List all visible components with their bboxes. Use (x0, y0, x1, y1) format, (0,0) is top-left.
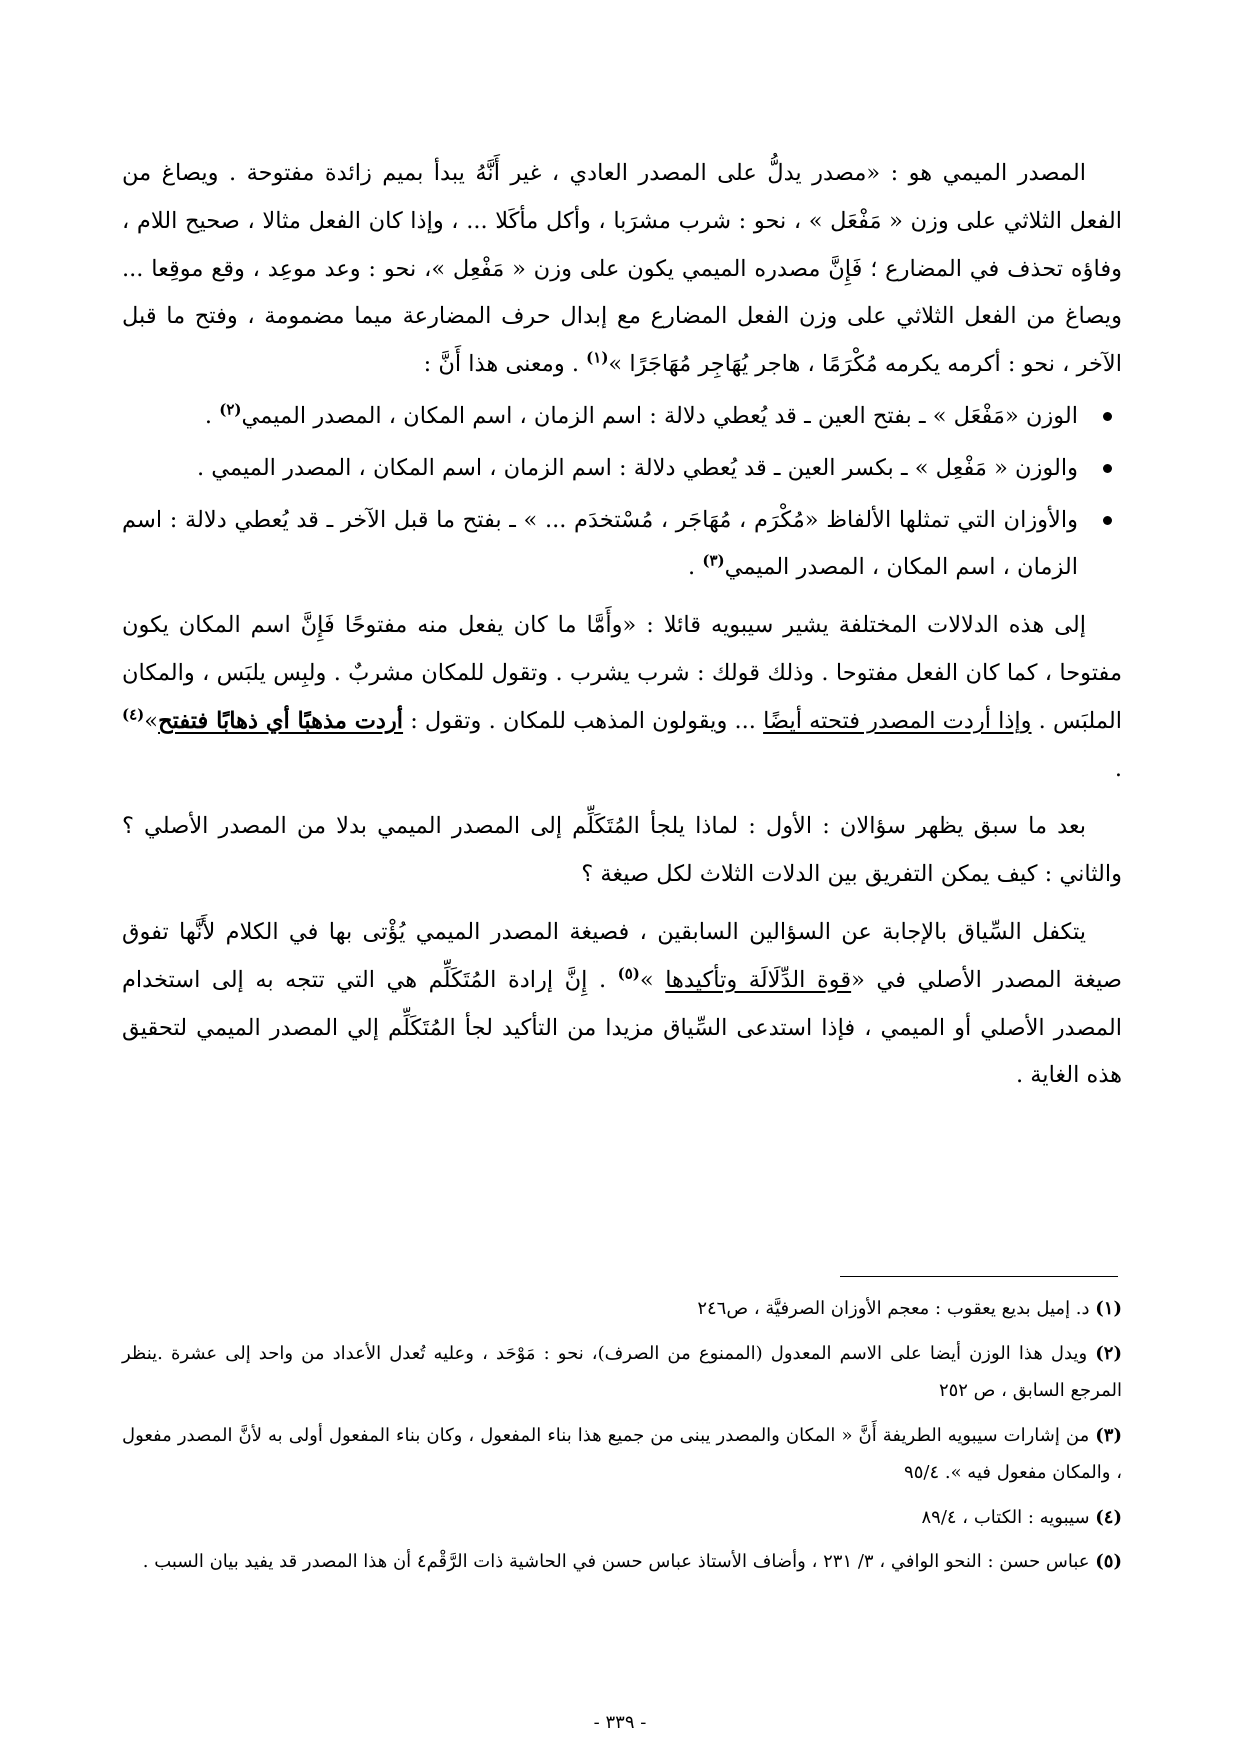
paragraph-definition (122, 150, 1122, 389)
paragraph-questions-text: بعد ما سبق يظهر سؤالان : الأول : لماذا يلجأ المُتَكَلِّم إلى المصدر الميمي بدلا من المصدر الأصلي ؟ والثاني : كيف يمكن التفريق بين الدلات الثلاث لكل صيغة ؟ (122, 813, 1122, 888)
page-number: - ٣٣٩ - (593, 1712, 647, 1733)
footnote-separator (840, 1276, 1118, 1277)
footnote-ref-5[interactable]: (٥) (617, 964, 640, 983)
closing-quote-mark: » (144, 707, 159, 734)
paragraph-sibawayh-tail: . (1114, 755, 1122, 782)
list-item-tail: . (204, 402, 220, 429)
paragraph-sibawayh-text: إلى هذه الدلالات المختلفة يشير سيبويه قائلا : «وأَمَّا ما كان يفعل منه مفتوحًا فَإِنَّ اسم المكان يكون مفتوحا ، كما كان الفعل مفتوحا . وذلك قولك : شرب يشرب . وتقول للمكان مشربٌ . ولبِس يلبَس ، والمكان الملبَس . (122, 612, 1122, 734)
list-item-text: الوزن «مَفْعَل » ـ بفتح العين ـ قد يُعطي دلالة : اسم الزمان ، اسم المكان ، المصدر الميمي (241, 402, 1078, 429)
underlined-phrase: قوة الدِّلَالَة وتأكيدها (665, 966, 852, 993)
underlined-quote: وإذا أردت المصدر فتحته أيضًا (763, 707, 1032, 734)
footnote-ref-4[interactable]: (٤) (122, 705, 145, 724)
paragraph-sibawayh (122, 602, 1122, 793)
paragraph-questions (122, 803, 1122, 899)
list-item-text: والأوزان التي تمثلها الألفاظ «مُكْرَم ، مُهَاجَر ، مُسْتخدَم ... » ـ بفتح ما قبل الآخر ـ قد يُعطي دلالة : اسم الزمان ، اسم المكان ، المصدر الميمي (122, 506, 1078, 581)
footnote-text: د. إميل بديع يعقوب : معجم الأوزان الصرفيَّة ، ص٢٤٦ (697, 1298, 1096, 1319)
list-item (122, 393, 1078, 441)
footnote-number: (١) (1095, 1298, 1122, 1319)
footnote-number: (٣) (1095, 1424, 1122, 1446)
footnote-text: من إشارات سيبويه الطريفة أَنَّ « المكان والمصدر يبنى من جميع هذا بناء المفعول ، وكان بناء المفعول أولى به لأنَّ المصدر مفعول ، والمكان مفعول فيه ». ٩٥/٤ (122, 1424, 1122, 1483)
list-item-text: والوزن « مَفْعِل » ـ بكسر العين ـ قد يُعطي دلالة : اسم الزمان ، اسم المكان ، المصدر الميمي . (196, 454, 1078, 481)
footnote-number: (٥) (1095, 1551, 1122, 1572)
paragraph-context-text: يتكفل السِّياق بالإجابة عن السؤالين السابقين ، فصيغة المصدر الميمي يُؤْتى بها في الكلام لأَنَّها تفوق صيغة المصدر الأصلي في « (122, 918, 1122, 993)
paragraph-definition-tail: . ومعنى هذا أَنَّ : (423, 351, 587, 378)
list-item-tail: . (688, 554, 703, 581)
paragraph-sibawayh-text-2: ... ويقولون المذهب للمكان . وتقول : (403, 707, 764, 734)
paragraph-context-tail: . إِنَّ إرادة المُتَكَلِّم هي التي تتجه به إلى استخدام المصدر الأصلي أو الميمي ، فإذا استدعى السِّياق مزيدا من التأكيد لجأ المُتَكَلِّم إلي المصدر الميمي لتحقيق هذه الغاية . (122, 966, 1122, 1089)
list-item (122, 497, 1078, 593)
footnote-item (122, 1499, 1122, 1537)
list-item (122, 445, 1078, 493)
footnote-ref-1[interactable]: (١) (586, 348, 609, 367)
bold-underlined-quote: أردت مذهبًا أي ذهابًا فتفتح (158, 707, 404, 734)
footnote-text: سيبويه : الكتاب ، ٨٩/٤ (921, 1506, 1096, 1528)
pattern-list (122, 393, 1122, 592)
paragraph-definition-text: المصدر الميمي هو : «مصدر يدلُّ على المصدر العادي ، غير أَنَّهُ يبدأ بميم زائدة مفتوحة . ويصاغ من الفعل الثلاثي على وزن « مَفْعَل » ، نحو : شرب مشرَبا ، وأكل مأكَلا ... ، وإذا كان الفعل مثالا ، صحيح اللام ، وفاؤه تحذف في المضارع ؛ فَإِنَّ مصدره الميمي يكون على وزن « مَفْعِل »، نحو : وعد موعِد ، وقع موقِعا ... ويصاغ من الفعل الثلاثي على وزن الفعل المضارع مع إبدال حرف المضارعة ميما مضمومة ، وفتح ما قبل الآخر ، نحو : أكرمه يكرمه مُكْرَمًا ، هاجر يُهَاجِر مُهَاجَرًا » (122, 160, 1122, 378)
footnote-item (122, 1290, 1122, 1328)
footnote-text: ويدل هذا الوزن أيضا على الاسم المعدول (الممنوع من الصرف)، نحو : مَوْحَد ، وعليه تُعدل الأعداد من واحد إلى عشرة .ينظر المرجع السابق ، ص ٢٥٢ (122, 1342, 1122, 1401)
footnote-number: (٢) (1095, 1342, 1122, 1364)
footnote-number: (٤) (1095, 1506, 1122, 1528)
footnote-ref-3[interactable]: (٣) (702, 551, 725, 570)
footnote-text: عباس حسن : النحو الوافي ، ٣/ ٢٣١ ، وأضاف الأستاذ عباس حسن في الحاشية ذات الرَّقْم٤ أن هذا المصدر قد يفيد بيان السبب . (142, 1551, 1096, 1572)
footnote-item (122, 1335, 1122, 1410)
footnotes (122, 1290, 1122, 1588)
footnote-ref-2[interactable]: (٢) (219, 400, 242, 419)
closing-quote-mark: » (639, 966, 666, 993)
main-text (122, 150, 1122, 1110)
footnote-item (122, 1543, 1122, 1581)
paragraph-context (122, 909, 1122, 1100)
footnote-item (122, 1417, 1122, 1492)
